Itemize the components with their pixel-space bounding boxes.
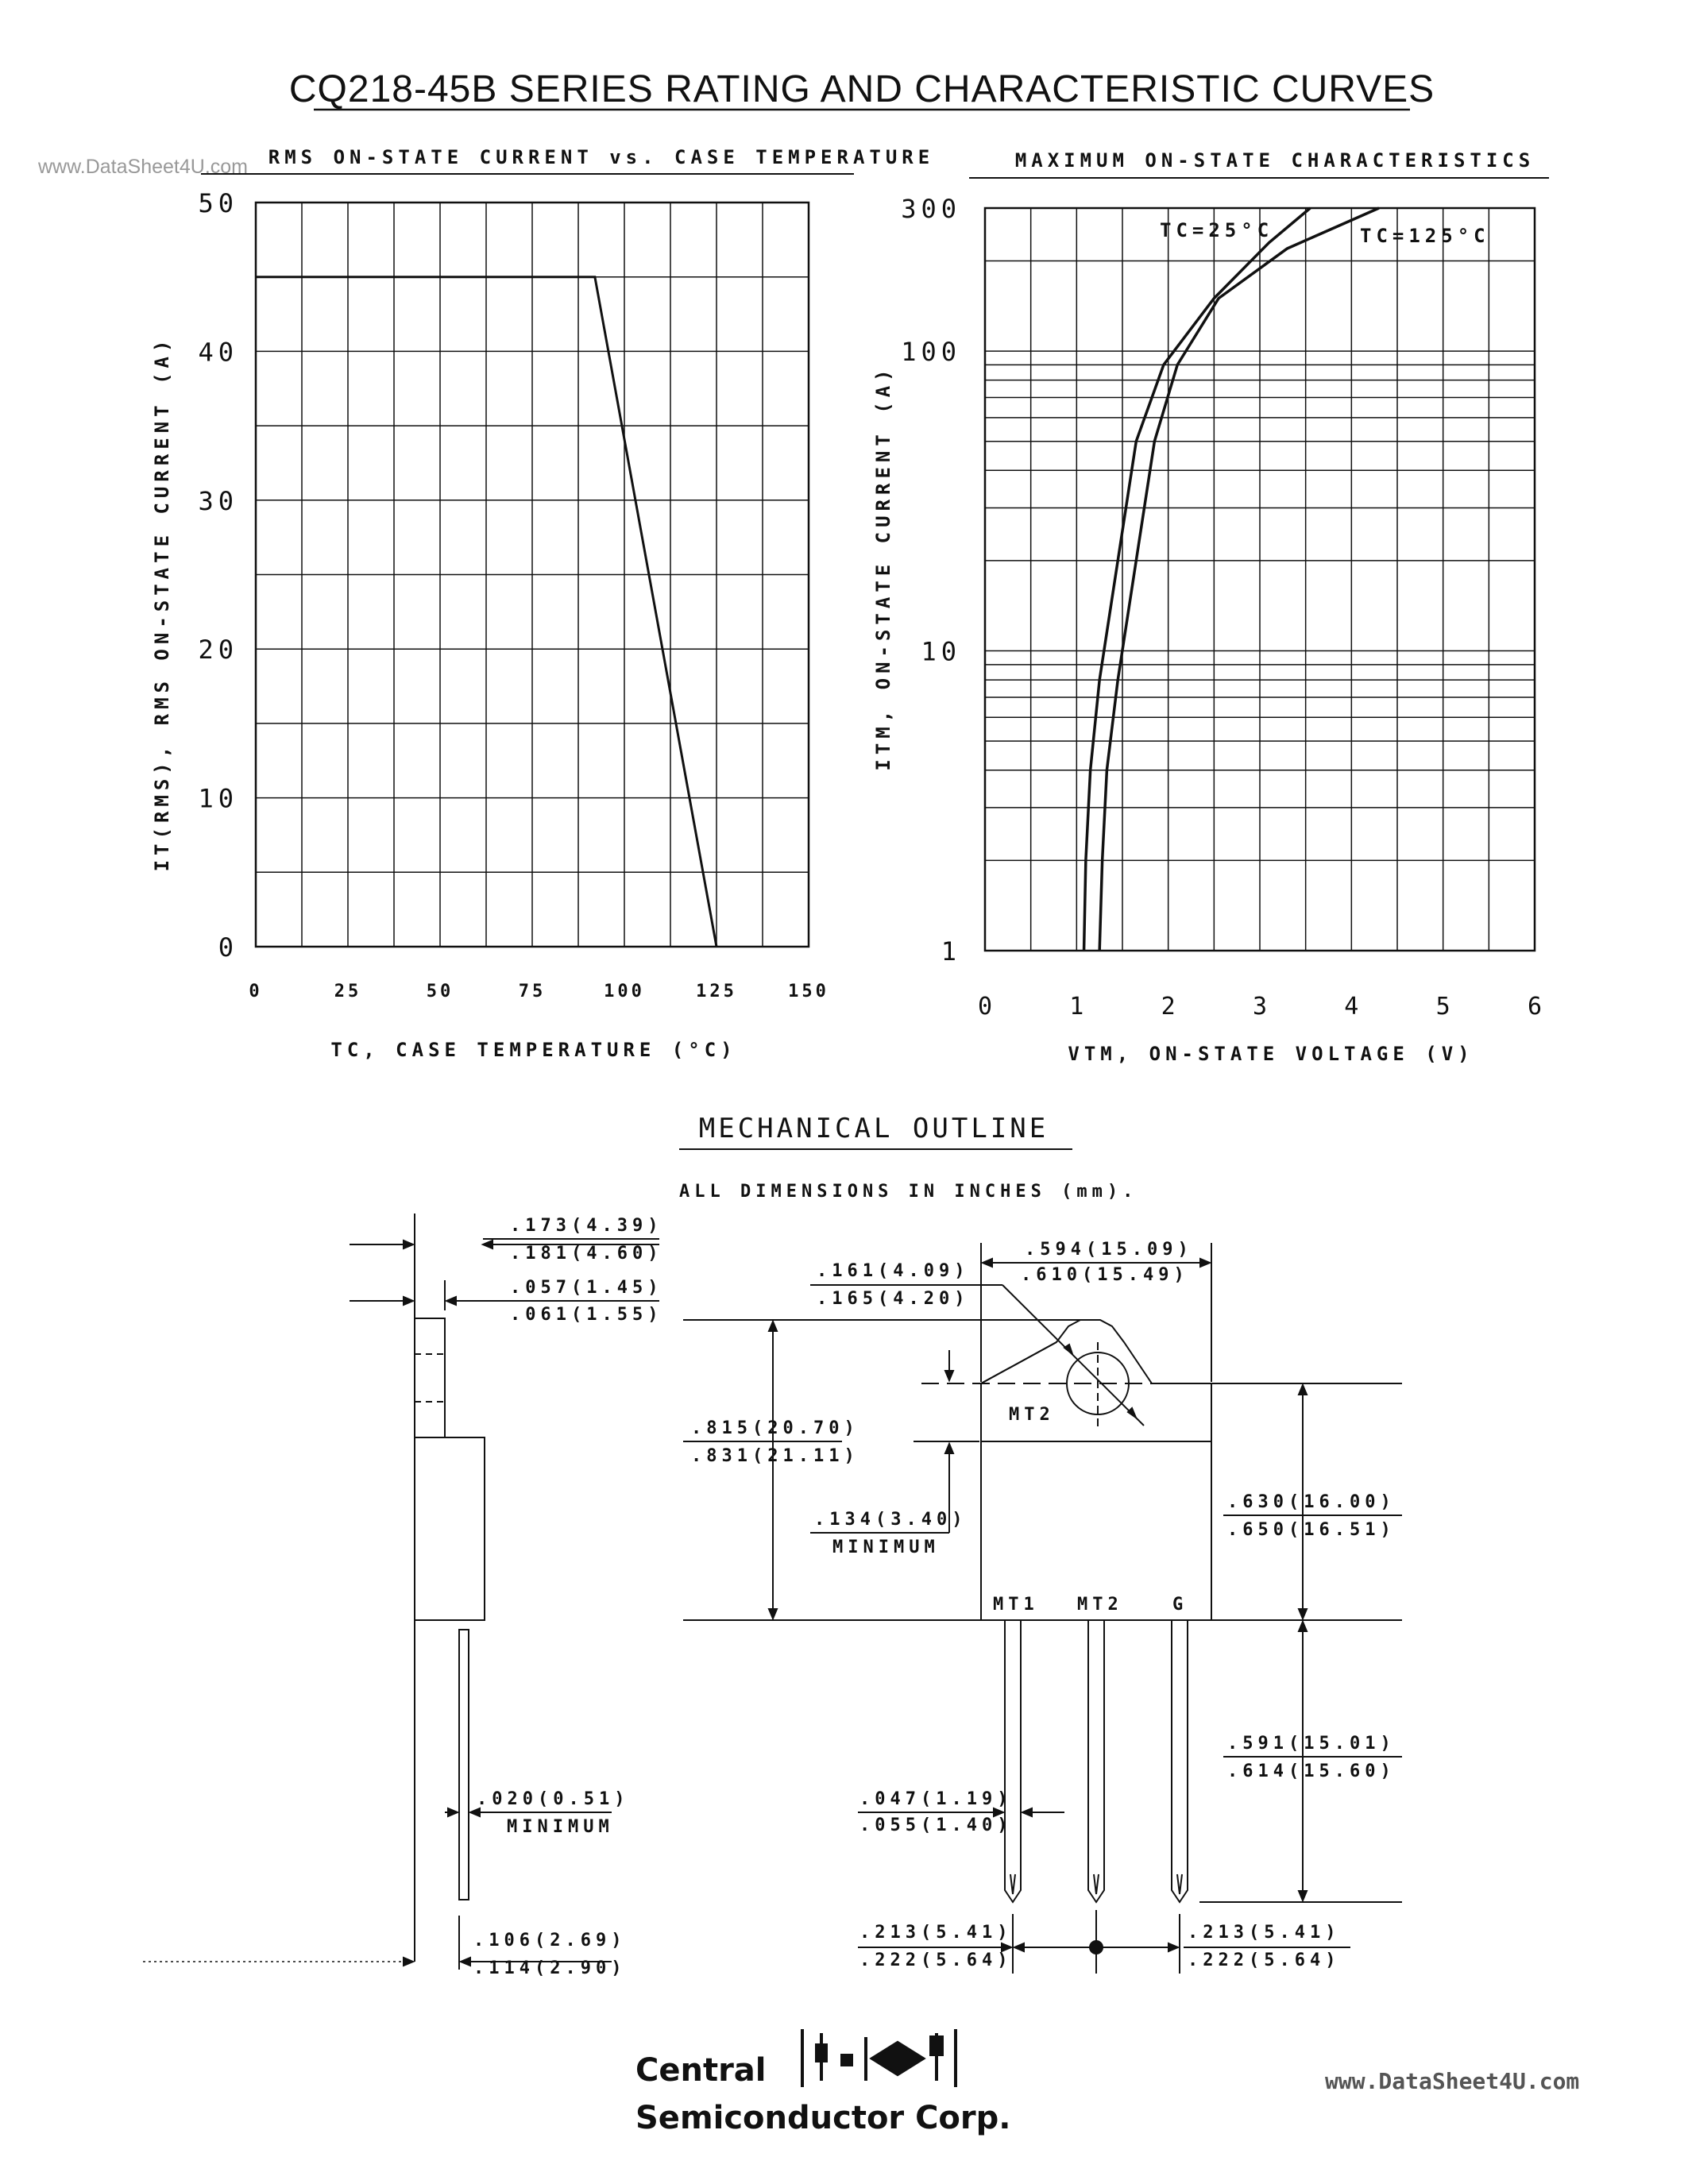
- chart1-x-tick-label: 25: [334, 982, 362, 1001]
- watermark-bottom: www.DataSheet4U.com: [1325, 2068, 1580, 2094]
- chart2-y-tick-label: 300: [901, 194, 961, 224]
- dim-j1: .591(15.01): [1227, 1734, 1396, 1754]
- outline-title: MECHANICAL OUTLINE: [698, 1113, 1049, 1144]
- chart1-x-tick-label: 50: [426, 982, 454, 1001]
- chart2-tick-labels: [901, 194, 1542, 1021]
- dimension-labels: [473, 1216, 1402, 1978]
- chart2-x-axis-label: VTM, ON-STATE VOLTAGE (V): [1068, 1043, 1474, 1065]
- dim-f2: .165(4.20): [817, 1289, 970, 1309]
- chart2-x-tick-label: 2: [1161, 993, 1176, 1021]
- dim-h2: MINIMUM: [832, 1538, 940, 1557]
- chart1-y-tick-label: 20: [198, 635, 238, 666]
- package-side-view: [143, 1214, 659, 1970]
- chart1-y-axis-label: IT(RMS), RMS ON-STATE CURRENT (A): [151, 335, 173, 872]
- dim-e1: .594(15.09): [1025, 1240, 1193, 1260]
- chart1-x-tick-label: 100: [604, 982, 645, 1001]
- chart1-y-tick-label: 50: [198, 188, 238, 218]
- chart1-title: RMS ON-STATE CURRENT vs. CASE TEMPERATURE: [268, 146, 935, 168]
- chart2-x-tick-label: 0: [977, 993, 993, 1021]
- dim-k1: .047(1.19): [859, 1789, 1013, 1809]
- chart2-legend-25c: TC=25°C: [1160, 219, 1274, 241]
- dim-a1: .173(4.39): [510, 1216, 663, 1236]
- chart2-title: MAXIMUM ON-STATE CHARACTERISTICS: [1014, 149, 1535, 172]
- pin-label-mt1: MT1: [993, 1595, 1039, 1615]
- chart1-x-tick-label: 150: [788, 982, 829, 1001]
- dim-k2: .055(1.40): [859, 1815, 1013, 1835]
- chart-on-state-characteristics: [872, 149, 1549, 1065]
- dim-e2: .610(15.49): [1021, 1265, 1189, 1285]
- chart2-series: [1084, 208, 1379, 951]
- dim-l1: .213(5.41): [859, 1923, 1013, 1943]
- dim-m1: .213(5.41): [1188, 1923, 1341, 1943]
- dimension-underlines: [473, 1285, 1350, 1947]
- pin-label-mt2: MT2: [1077, 1595, 1123, 1615]
- dim-j2: .614(15.60): [1227, 1761, 1396, 1781]
- chart1-y-tick-label: 10: [198, 783, 238, 814]
- chart2-legend-125c: TC=125°C: [1360, 225, 1490, 247]
- chart-rms-current: [151, 146, 934, 1061]
- pin-label-tab-mt2: MT2: [1009, 1405, 1055, 1425]
- outline-subtitle: ALL DIMENSIONS IN INCHES (mm).: [679, 1182, 1138, 1202]
- logo-symbol-icon: [802, 2029, 956, 2087]
- logo-line1: Central: [635, 2052, 767, 2089]
- logo-line2: Semiconductor Corp.: [635, 2100, 1011, 2136]
- chart2-x-tick-label: 5: [1435, 993, 1450, 1021]
- dim-d2: .114(2.90): [473, 1958, 627, 1978]
- package-front-view: [683, 1243, 1402, 1974]
- dim-h1: .134(3.40): [814, 1510, 968, 1530]
- pin-label-g: G: [1172, 1595, 1188, 1615]
- chart2-series-line-0: [1084, 208, 1311, 951]
- chart1-y-tick-label: 30: [198, 485, 238, 516]
- chart1-y-tick-label: 40: [198, 337, 238, 368]
- chart1-x-tick-label: 0: [249, 982, 263, 1001]
- watermark-top: www.DataSheet4U.com: [38, 156, 249, 178]
- dim-c2: MINIMUM: [507, 1817, 614, 1837]
- chart2-y-tick-label: 1: [941, 936, 961, 967]
- chart2-x-tick-label: 3: [1252, 993, 1268, 1021]
- chart2-series-line-1: [1099, 208, 1379, 951]
- company-logo: [635, 2029, 1010, 2136]
- page-title: CQ218-45B SERIES RATING AND CHARACTERISTIC CURVES: [288, 68, 1435, 110]
- chart2-x-tick-label: 4: [1344, 993, 1359, 1021]
- mechanical-outline: [143, 1113, 1402, 1974]
- chart2-x-tick-label: 6: [1527, 993, 1543, 1021]
- chart1-tick-labels: [198, 188, 829, 1001]
- chart1-x-axis-label: TC, CASE TEMPERATURE (°C): [330, 1039, 737, 1061]
- chart1-y-tick-label: 0: [218, 932, 238, 963]
- chart1-grid: [256, 203, 809, 947]
- dim-m2: .222(5.64): [1188, 1951, 1341, 1970]
- chart2-grid: [985, 208, 1535, 951]
- chart1-x-tick-label: 125: [696, 982, 737, 1001]
- dim-d1: .106(2.69): [473, 1931, 627, 1951]
- dim-g2: .831(21.11): [691, 1446, 859, 1466]
- dim-f1: .161(4.09): [817, 1261, 970, 1281]
- dim-i2: .650(16.51): [1227, 1520, 1396, 1540]
- chart1-x-tick-label: 75: [518, 982, 547, 1001]
- dim-g1: .815(20.70): [691, 1418, 859, 1438]
- dim-c1: .020(0.51): [477, 1789, 630, 1809]
- chart2-y-tick-label: 10: [921, 636, 961, 667]
- dim-b1: .057(1.45): [510, 1278, 663, 1298]
- dim-l2: .222(5.64): [859, 1951, 1013, 1970]
- chart2-y-tick-label: 100: [901, 337, 961, 368]
- dim-b2: .061(1.55): [510, 1305, 663, 1325]
- chart2-x-tick-label: 1: [1069, 993, 1084, 1021]
- dim-a2: .181(4.60): [510, 1244, 663, 1264]
- chart2-y-axis-label: ITM, ON-STATE CURRENT (A): [872, 365, 894, 771]
- dim-i1: .630(16.00): [1227, 1492, 1396, 1512]
